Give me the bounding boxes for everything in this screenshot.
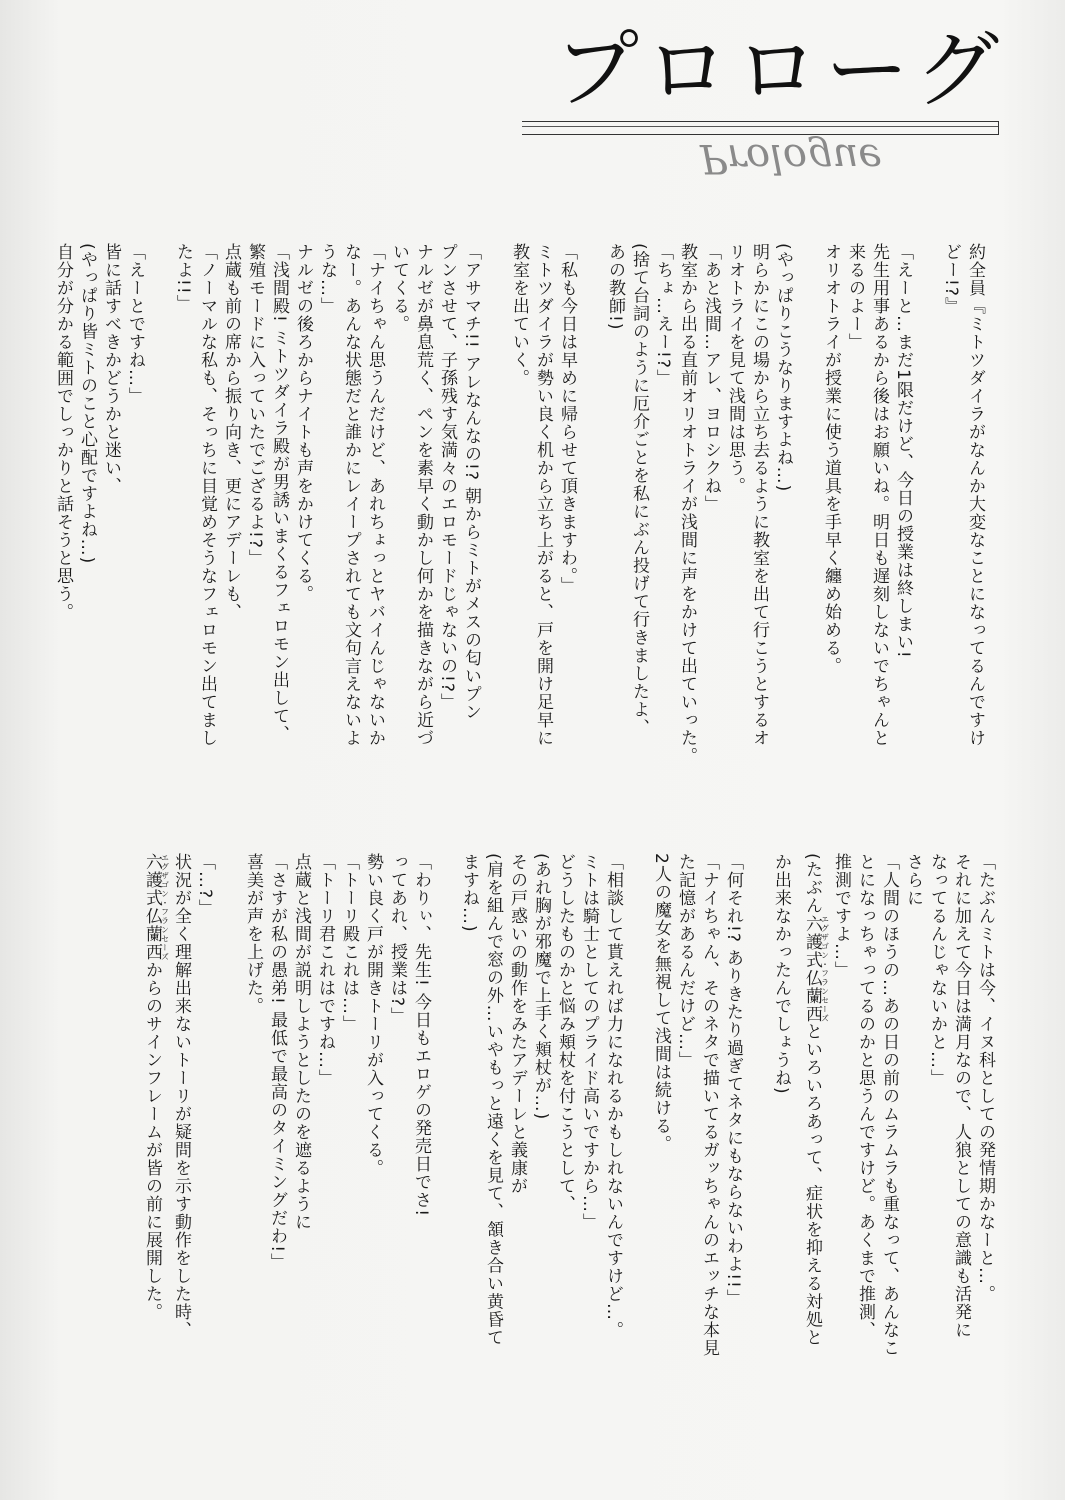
text-line: 「ちょ…えー!?」	[653, 243, 673, 387]
text-line: 「…?」	[195, 853, 215, 918]
paragraph-gap	[795, 243, 819, 803]
page-subtitle-mirrored: Prologue	[700, 135, 883, 181]
text-line: 点蔵も前の席から振り向き、更にアデーレも、	[221, 243, 241, 621]
text-line: それに加えて今日は満月なので、人狼としての意識も活発に	[951, 853, 971, 1339]
text-line: ミトは騎士としてのプライド高いですから…」	[579, 853, 599, 1231]
text-line: 「えーと…まだ1限だけど、今日の授業は終しまい!	[893, 243, 913, 659]
text-line: ナルゼの後ろからナイトも声をかけてくる。	[293, 243, 313, 603]
paragraph-gap	[147, 243, 171, 803]
paragraph-gap	[217, 853, 241, 1413]
text-line-with-ruby	[793, 853, 829, 1413]
page-title: プロローグ	[555, 21, 1006, 119]
ruby-term	[802, 914, 830, 1023]
text-line: (捨て台詞のように厄介ごとを私にぶん投げて行きましたよ、	[629, 243, 649, 737]
text-line: なってるんじゃないかと…」	[927, 853, 947, 1087]
text-line: ナルゼが鼻息荒く、ペンを素早く動かし何かを描きながら近づ	[413, 243, 433, 747]
text-line: 「人間のほうの…あの日の前のムラムラも重なって、あんなこ	[879, 853, 899, 1357]
text-segment: といろいろあって、症状を抑える対処と	[802, 1022, 822, 1347]
paragraph-gap	[625, 853, 649, 1413]
text-line: さらに	[903, 853, 923, 907]
text-line: 「ノーマルな私も、そっちに目覚めそうなフェロモン出てまし	[197, 243, 217, 747]
text-line: うな…」	[317, 243, 337, 315]
text-line-with-ruby	[133, 853, 169, 1413]
text-block-upper	[51, 243, 987, 803]
text-line: 「何それ!? ありきたり過ぎてネタにもならないわよ!!」	[723, 853, 743, 1307]
text-line: ますね…)	[459, 853, 479, 933]
text-line: 「私も今日は早めに帰らせて頂きますわ。」	[557, 243, 577, 595]
text-line: (やっぱりこうなりますよね…)	[773, 243, 793, 493]
text-line: (あれ胸が邪魔で上手く頬杖が…)	[531, 853, 551, 1121]
text-line: たよ!!」	[173, 243, 193, 313]
text-line: 喜美が声を上げた。	[243, 853, 263, 1015]
text-line: 「たぶんミトは今、イヌ科としての発情期かなーと…。	[975, 853, 995, 1303]
text-line: 明らかにこの場から立ち去るように教室を出て行こうとするオ	[749, 243, 769, 747]
text-line: 教室を出ていく。	[509, 243, 529, 387]
text-line: ミトツダイラが勢い良く机から立ち上がると、戸を開け足早に	[533, 243, 553, 747]
text-line: 「トーリ君これはですね…」	[315, 853, 335, 1087]
text-line: 推測ですよ…」	[831, 853, 851, 979]
text-line: 「アサマチ!! アレなんなの!? 朝からミトがメスの匂いプン	[461, 243, 481, 722]
text-line: 皆に話すべきかどうかと迷い、	[101, 243, 121, 495]
text-block-lower	[133, 853, 997, 1413]
paragraph-gap	[915, 243, 939, 803]
text-line: とになっちゃってるのかと思うんですけど。あくまで推測、	[855, 853, 875, 1339]
text-line: どー!?』	[941, 243, 961, 315]
text-line: 状況が全く理解出来ないトーリが疑問を示す動作をした時、	[171, 853, 191, 1339]
text-line: リオトライを見て浅間は思う。	[725, 243, 745, 495]
ruby-reading: エグザゴン・フランセーズ	[820, 914, 830, 1023]
text-line: ってあれ、授業は?」	[387, 853, 407, 1026]
text-line: 先生用事あるから後はお願いね。明日も遅刻しないでちゃんと	[869, 243, 889, 747]
text-line: 「ナイちゃん思うんだけど、あれちょっとヤバイんじゃないか	[365, 243, 385, 747]
ruby-term	[142, 853, 170, 961]
paragraph-gap	[433, 853, 457, 1413]
title-underline-bar	[522, 121, 999, 135]
text-line: (肩を組んで窓の外…いやもっと遠くを見て、頷き合い黄昏て	[483, 853, 503, 1347]
text-segment: からのサインフレームが皆の前に展開した。	[142, 961, 162, 1321]
text-line: なー。あんな状態だと誰かにレイープされても文句言えないよ	[341, 243, 361, 747]
text-line: 点蔵と浅間が説明しようとしたのを遮るように	[291, 853, 311, 1231]
paragraph-gap	[483, 243, 507, 803]
ruby-base: 六護式仏蘭西	[142, 853, 162, 961]
text-line: 「あと浅間…アレ、ヨロシクね」	[701, 243, 721, 513]
ruby-base: 六護式仏蘭西	[802, 914, 822, 1023]
text-line: オリオトライが授業に使う道具を手早く纏め始める。	[821, 243, 841, 675]
text-line: あの教師!)	[605, 243, 625, 331]
text-line: 「浅間殿! ミトツダイラ殿が男誘いまくるフェロモン出して、	[269, 243, 289, 744]
paragraph-gap	[579, 243, 603, 803]
text-line: プンさせて、子孫残す気満々のエロモードじゃないの!?」	[437, 243, 457, 711]
text-line: 「わりぃ、先生! 今日もエロゲの発売日でさ!	[411, 853, 431, 1218]
text-line: その戸惑いの動作をみたアデーレと義康が	[507, 853, 527, 1195]
ruby-reading: エグザゴン・フランセーズ	[160, 853, 170, 961]
text-line: どうしたものかと悩み頬杖を付こうとして、	[555, 853, 575, 1213]
text-line: 繁殖モードに入っていたでござるよ!?」	[245, 243, 265, 567]
text-line: 「相談して貰えれば力になれるかもしれないんですけど…。	[603, 853, 623, 1339]
text-line: 「ナイちゃん、そのネタで描いてるガッちゃんのエッチな本見	[699, 853, 719, 1357]
text-line: 勢い良く戸が開きトーリが入ってくる。	[363, 853, 383, 1177]
text-line: か出来なかったんでしょうね)	[771, 853, 791, 1095]
text-segment: (たぶん	[802, 853, 822, 915]
text-line: 「トーリ殿これは…」	[339, 853, 359, 1033]
text-line: いてくる。	[389, 243, 409, 333]
text-line: 教室から出る直前オリオトライが浅間に声をかけて出ていった。	[677, 243, 697, 765]
text-line: 自分が分かる範囲でしっかりと話そうと思う。	[53, 243, 73, 621]
text-line: 約全員『ミトツダイラがなんか大変なことになってるんですけ	[965, 243, 985, 747]
text-line: た記憶があるんだけど…」	[675, 853, 695, 1069]
text-line: (やっぱり皆ミトのこと心配ですよね…)	[77, 243, 97, 565]
text-line: 2人の魔女を無視して浅間は続ける。	[651, 853, 671, 1153]
paragraph-gap	[745, 853, 769, 1413]
text-line: 「えーとですね…」	[125, 243, 145, 405]
text-line: 来るのよー」	[845, 243, 865, 351]
text-line: 「さすが私の愚弟! 最低で最高のタイミングだわ!」	[267, 853, 287, 1272]
